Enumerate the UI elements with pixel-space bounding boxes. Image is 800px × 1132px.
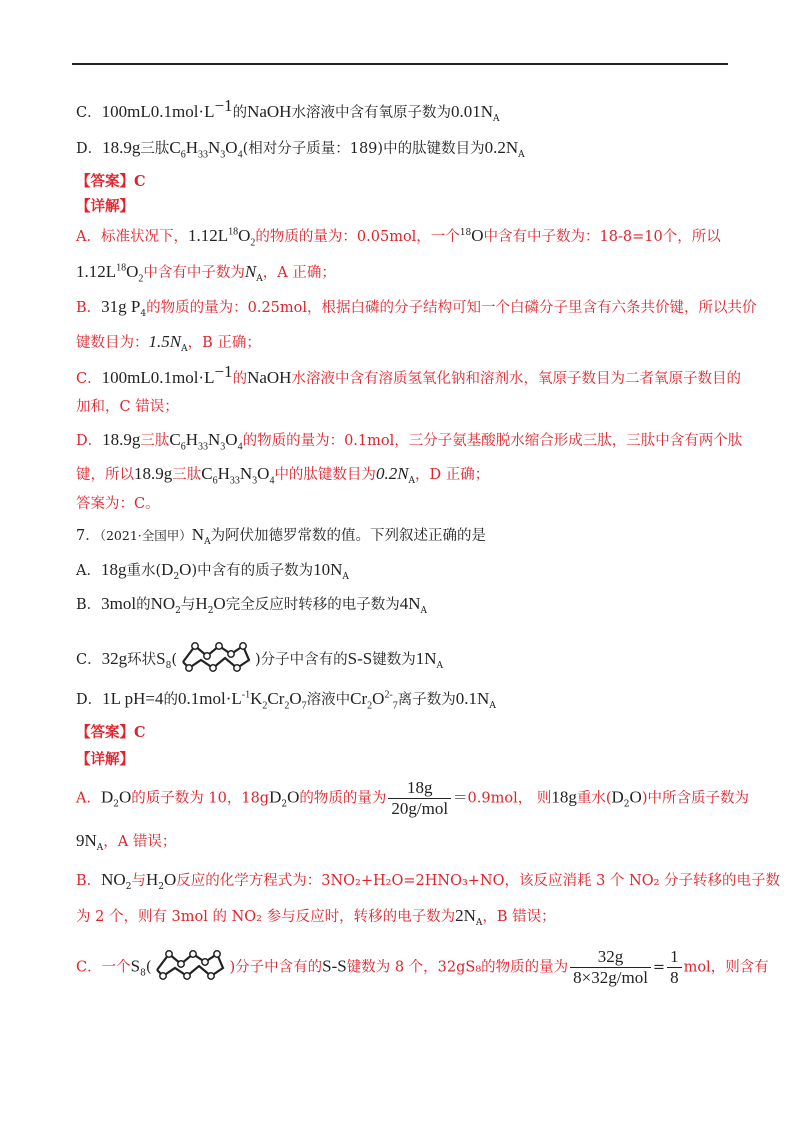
explain-b-line-2: 键数目为：$1.5N_A$，B 正确； <box>76 332 261 354</box>
answer-label-2: 【答案】C <box>76 724 146 741</box>
explain-c-line-1: C．$100mL0.1mol\cdot L^{-1}$的NaOH水溶液中含有溶质氢氧化钠和溶剂水，氧原子数目为二者氧原子数目的 <box>76 362 741 387</box>
explain-d-line-1: D．18.9g三肽$C_6H_{33}N_3O_4$的物质的量为：0.1mol，三分子氨基酸脱水缩合形成三肽，三肽中含有两个肽 <box>76 430 743 453</box>
option-d-line: D．18.9g三肽$C_6H_{33}N_3O_4$(相对分子质量：189)中的肽键数目为$0.2N_A$ <box>76 138 525 161</box>
answer-label-1: 【答案】C <box>76 173 146 190</box>
option-7b: B．3mol的$NO_2$与$H_2O$完全反应时转移的电子数为$4N_A$ <box>76 594 427 616</box>
header-rule <box>72 63 728 65</box>
question-7-stem: 7．（2021·全国甲）$N_A$为阿伏加德罗常数的值。下列叙述正确的是 <box>76 525 487 547</box>
s8-ring-structure-icon <box>179 640 253 680</box>
option-7c: C．32g环状$S_8$( )分子中含有的S-S键数为$1N_A$ <box>76 640 443 680</box>
explain-7b-line-2: 为 2 个，则有 3mol 的 NO₂ 参与反应时，转移的电子数为$2N_A$，B 错误； <box>76 906 556 928</box>
explain-d-line-2: 键，所以18.9g三肽$C_6H_{33}N_3O_4$中的肽键数目为$0.2N_A$，D 正确； <box>76 464 490 487</box>
option-7a: A．18g重水$(D_2O)$中含有的质子数为$10N_A$ <box>76 560 349 582</box>
s8-ring-structure-icon <box>153 948 227 988</box>
detail-label-2: 【详解】 <box>76 751 134 768</box>
option-7d: D．1L pH=4的$0.1mol\cdot L^{-1}K_2Cr_2O_7$溶液中$Cr_2O^{2-}_7$离子数为$0.1N_A$ <box>76 689 496 712</box>
option-c-line: C．$100mL0.1mol\cdot L^{-1}$的NaOH水溶液中含有氧原子数为$0.01N_A$ <box>76 96 500 124</box>
explain-7a-line-1: A．$D_2O$的质子数为 10，$18gD_2O$的物质的量为 $\frac{18g}{\text{20g/mol}}$ ＝0.9mol， 则18g重水$(D_2O)$中所含质子数为 <box>76 778 749 818</box>
explain-a-line-2: $1.12L^{18}O_2$中含有中子数为$N_A$，A 正确； <box>76 262 336 285</box>
explain-7a-line-2: $9N_A$，A 错误； <box>76 831 177 853</box>
detail-label-1: 【详解】 <box>76 198 134 215</box>
explain-b-line-1: B．31g $P_4$的物质的量为：0.25mol，根据白磷的分子结构可知一个白磷分子里含有六条共价键，所以共价 <box>76 297 757 319</box>
explain-a-line-1: A．标准状况下，$1.12L^{18}O_2$的物质的量为：0.05mol，一个$^{18}$O中含有中子数为：18-8=10个，所以 <box>76 226 721 249</box>
explain-c-line-2: 加和，C 错误； <box>76 399 179 415</box>
answer-line: 答案为：C。 <box>76 496 160 512</box>
explain-7c-line-1: C．一个$S_8$( )分子中含有的S-S键数为 8 个，32gS₈的物质的量为 $\frac{32g}{\text{8×32g/mol}}$ = $\frac{1}{8}$ mol，则含有 <box>76 947 769 987</box>
explain-7b-line-1: B．$NO_2$与$H_2O$反应的化学方程式为：3NO₂+H₂O=2HNO₃+NO，该反应消耗 3 个 NO₂ 分子转移的电子数 <box>76 870 781 892</box>
